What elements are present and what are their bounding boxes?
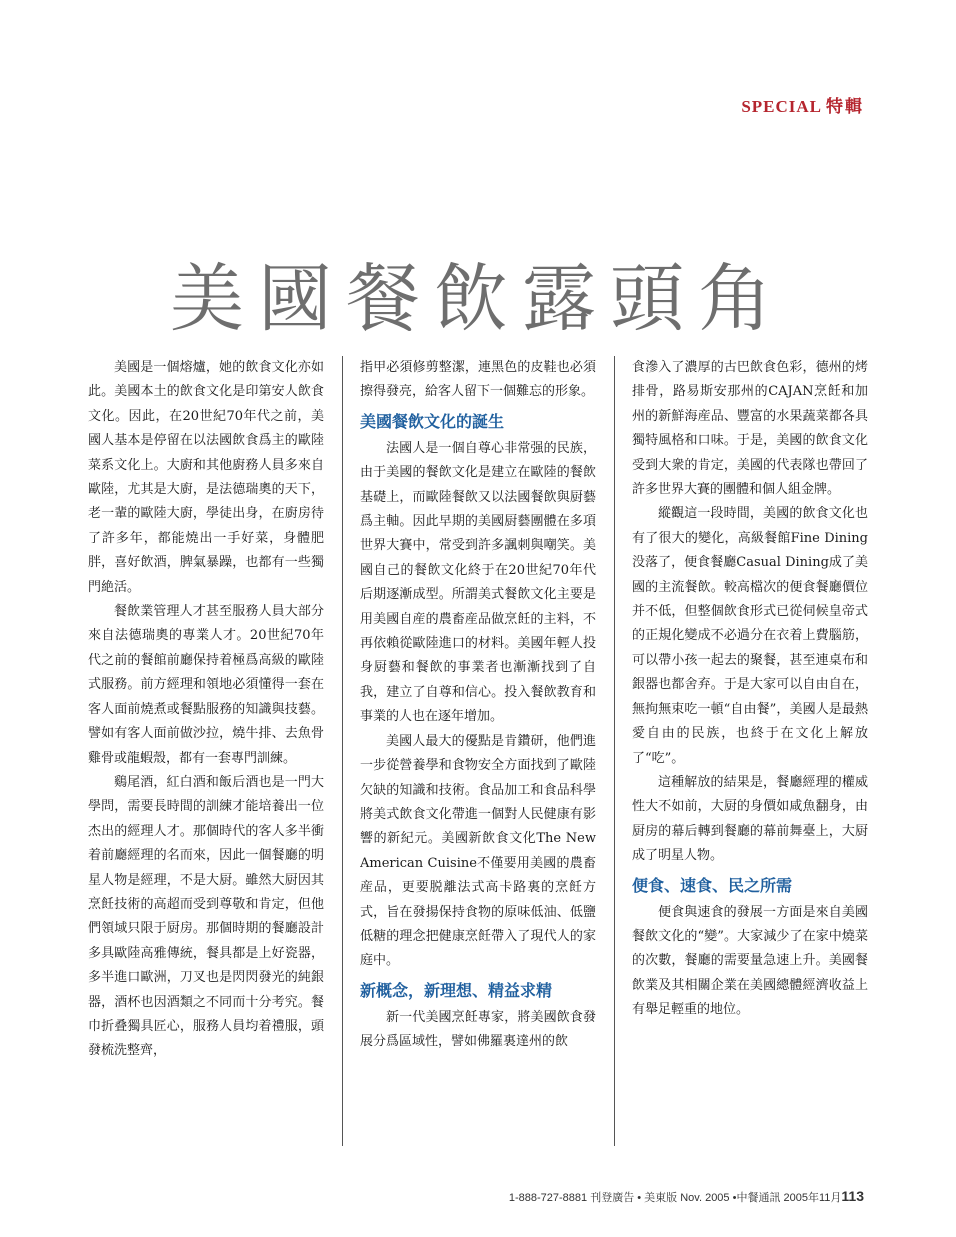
page-footer (509, 1188, 864, 1205)
paragraph: 這種解放的結果是，餐廳經理的權威性大不如前，大厨的身價如咸魚翻身，由厨房的幕后轉到餐廳的幕前舞臺上，大厨成了明星人物。 (632, 774, 868, 864)
paragraph: 縱觀這一段時間，美國的飲食文化也有了很大的變化，高級餐館Fine Dining没落了，便食餐廳Casual Dining成了美國的主流餐飲。較高檔次的便食餐廳價位并不低，但整個飲食形式已從伺候皇帝式的正規化變成不必過分在衣着上費腦筋，可以帶小孩一起去的聚餐，甚至連桌布和銀器也都舍弃。于是大家可以自由自在，無拘無束吃一頓“自由餐”，美國人是最熱愛自由的民族，也終于在文化上解放了“吃”。 (632, 506, 868, 766)
paragraph: 鷄尾酒，紅白酒和飯后酒也是一門大學問，需要長時間的訓練才能培養出一位杰出的經理人才。那個時代的客人多半衝着前廳經理的名而來，因此一個餐廳的明星人物是經理，不是大厨。雖然大厨因其烹飪技術的高超而受到尊敬和肯定，但他們領域只限于厨房。那個時期的餐廳設計多具歐陸高雅傳統，餐具都是上好瓷器，多半進口歐洲，刀叉也是閃閃發光的純銀器，酒杯也因酒類之不同而十分考究。餐巾折叠獨具匠心，服務人員均着禮服，頭發梳洗整齊， (88, 774, 324, 1059)
article-body (88, 356, 868, 1156)
paragraph: 食滲入了濃厚的古巴飲食色彩，德州的烤排骨，路易斯安那州的CAJAN烹飪和加州的新鮮海産品、豐富的水果蔬菜都各具獨特風格和口味。于是，美國的飲食文化受到大衆的肯定，美國的代表隊也帶回了許多世界大賽的團體和個人組金牌。 (632, 360, 868, 498)
section-tag-zh: 特輯 (826, 97, 864, 117)
paragraph: 指甲必須修剪整潔，連黑色的皮鞋也必須擦得發亮，給客人留下一個難忘的形象。 (360, 360, 596, 400)
section-tag (741, 92, 864, 117)
section-heading: 便食、速食、民之所需 (632, 875, 793, 895)
column-divider (342, 356, 343, 1146)
column-3 (632, 356, 868, 1156)
paragraph: 美國人最大的優點是肯鑽研，他們進一步從營養學和食物安全方面找到了歐陸欠缺的知識和技術。食品加工和食品科學將美式飲食文化帶進一個對人民健康有影響的新紀元。美國新飲食文化The New American Cuisine不僅要用美國的農畜産品，更要脱離法式高卡路裏的烹飪方式，旨在發揚保持食物的原味低油、低鹽低糖的理念把健康烹飪帶入了現代人的家庭中。 (360, 733, 596, 969)
paragraph: 便食與速食的發展一方面是來自美國餐飲文化的“變”。大家減少了在家中燒菜的次數，餐廳的需要量急速上升。美國餐飲業及其相關企業在美國總體經濟收益上有舉足輕重的地位。 (632, 904, 868, 1018)
column-2 (360, 356, 596, 1156)
article-title: 美國餐飲露頭角 (170, 255, 786, 342)
paragraph: 美國是一個熔爐，她的飲食文化亦如此。美國本土的飲食文化是印第安人飲食文化。因此，在20世紀70年代之前，美國人基本是停留在以法國飲食爲主的歐陸菜系文化上。大廚和其他廚務人員多來自歐陸，尤其是大廚，是法德瑞奧的天下，老一輩的歐陸大廚，學徒出身，在廚房待了許多年，都能燒出一手好菜，身體肥胖，喜好飲酒，脾氣暴躁，也都有一些獨門絶活。 (88, 360, 324, 595)
page-number: 113 (841, 1188, 864, 1204)
section-heading: 新概念，新理想、精益求精 (360, 980, 553, 1000)
paragraph: 餐飲業管理人才甚至服務人員大部分來自法德瑞奧的專業人才。20世紀70年代之前的餐館前廳保持着極爲高級的歐陸式服務。前方經理和領地必須懂得一套在客人面前燒煮或餐點服務的知識與技藝。譬如有客人面前做沙拉，燒牛排、去魚骨雞骨或龍蝦殼，都有一套專門訓練。 (88, 604, 324, 766)
footer-text: 1-888-727-8881 刊登廣告 • 美東版 Nov. 2005 •中餐通訊 2005年11月 (508, 1192, 842, 1204)
paragraph: 法國人是一個自尊心非常强的民族，由于美國的餐飲文化是建立在歐陸的餐飲基礎上，而歐陸餐飲又以法國餐飲與厨藝爲主軸。因此早期的美國厨藝團體在多項世界大賽中，常受到許多諷刺與嘲笑。美國自己的餐飲文化終于在20世紀70年代后期逐漸成型。所謂美式餐飲文化主要是用美國自産的農畜産品做烹飪的主料，不再依賴從歐陸進口的材料。美國年輕人投身厨藝和餐飲的事業者也漸漸找到了自我，建立了自尊和信心。投入餐飲教育和事業的人也在逐年增加。 (360, 440, 596, 725)
column-1 (88, 356, 324, 1156)
section-tag-en: SPECIAL (741, 97, 822, 116)
column-divider (614, 356, 615, 1146)
section-heading: 美國餐飲文化的誕生 (360, 411, 505, 431)
paragraph: 新一代美國烹飪專家，將美國飲食發展分爲區域性，譬如佛羅裏達州的飲 (360, 1009, 596, 1050)
